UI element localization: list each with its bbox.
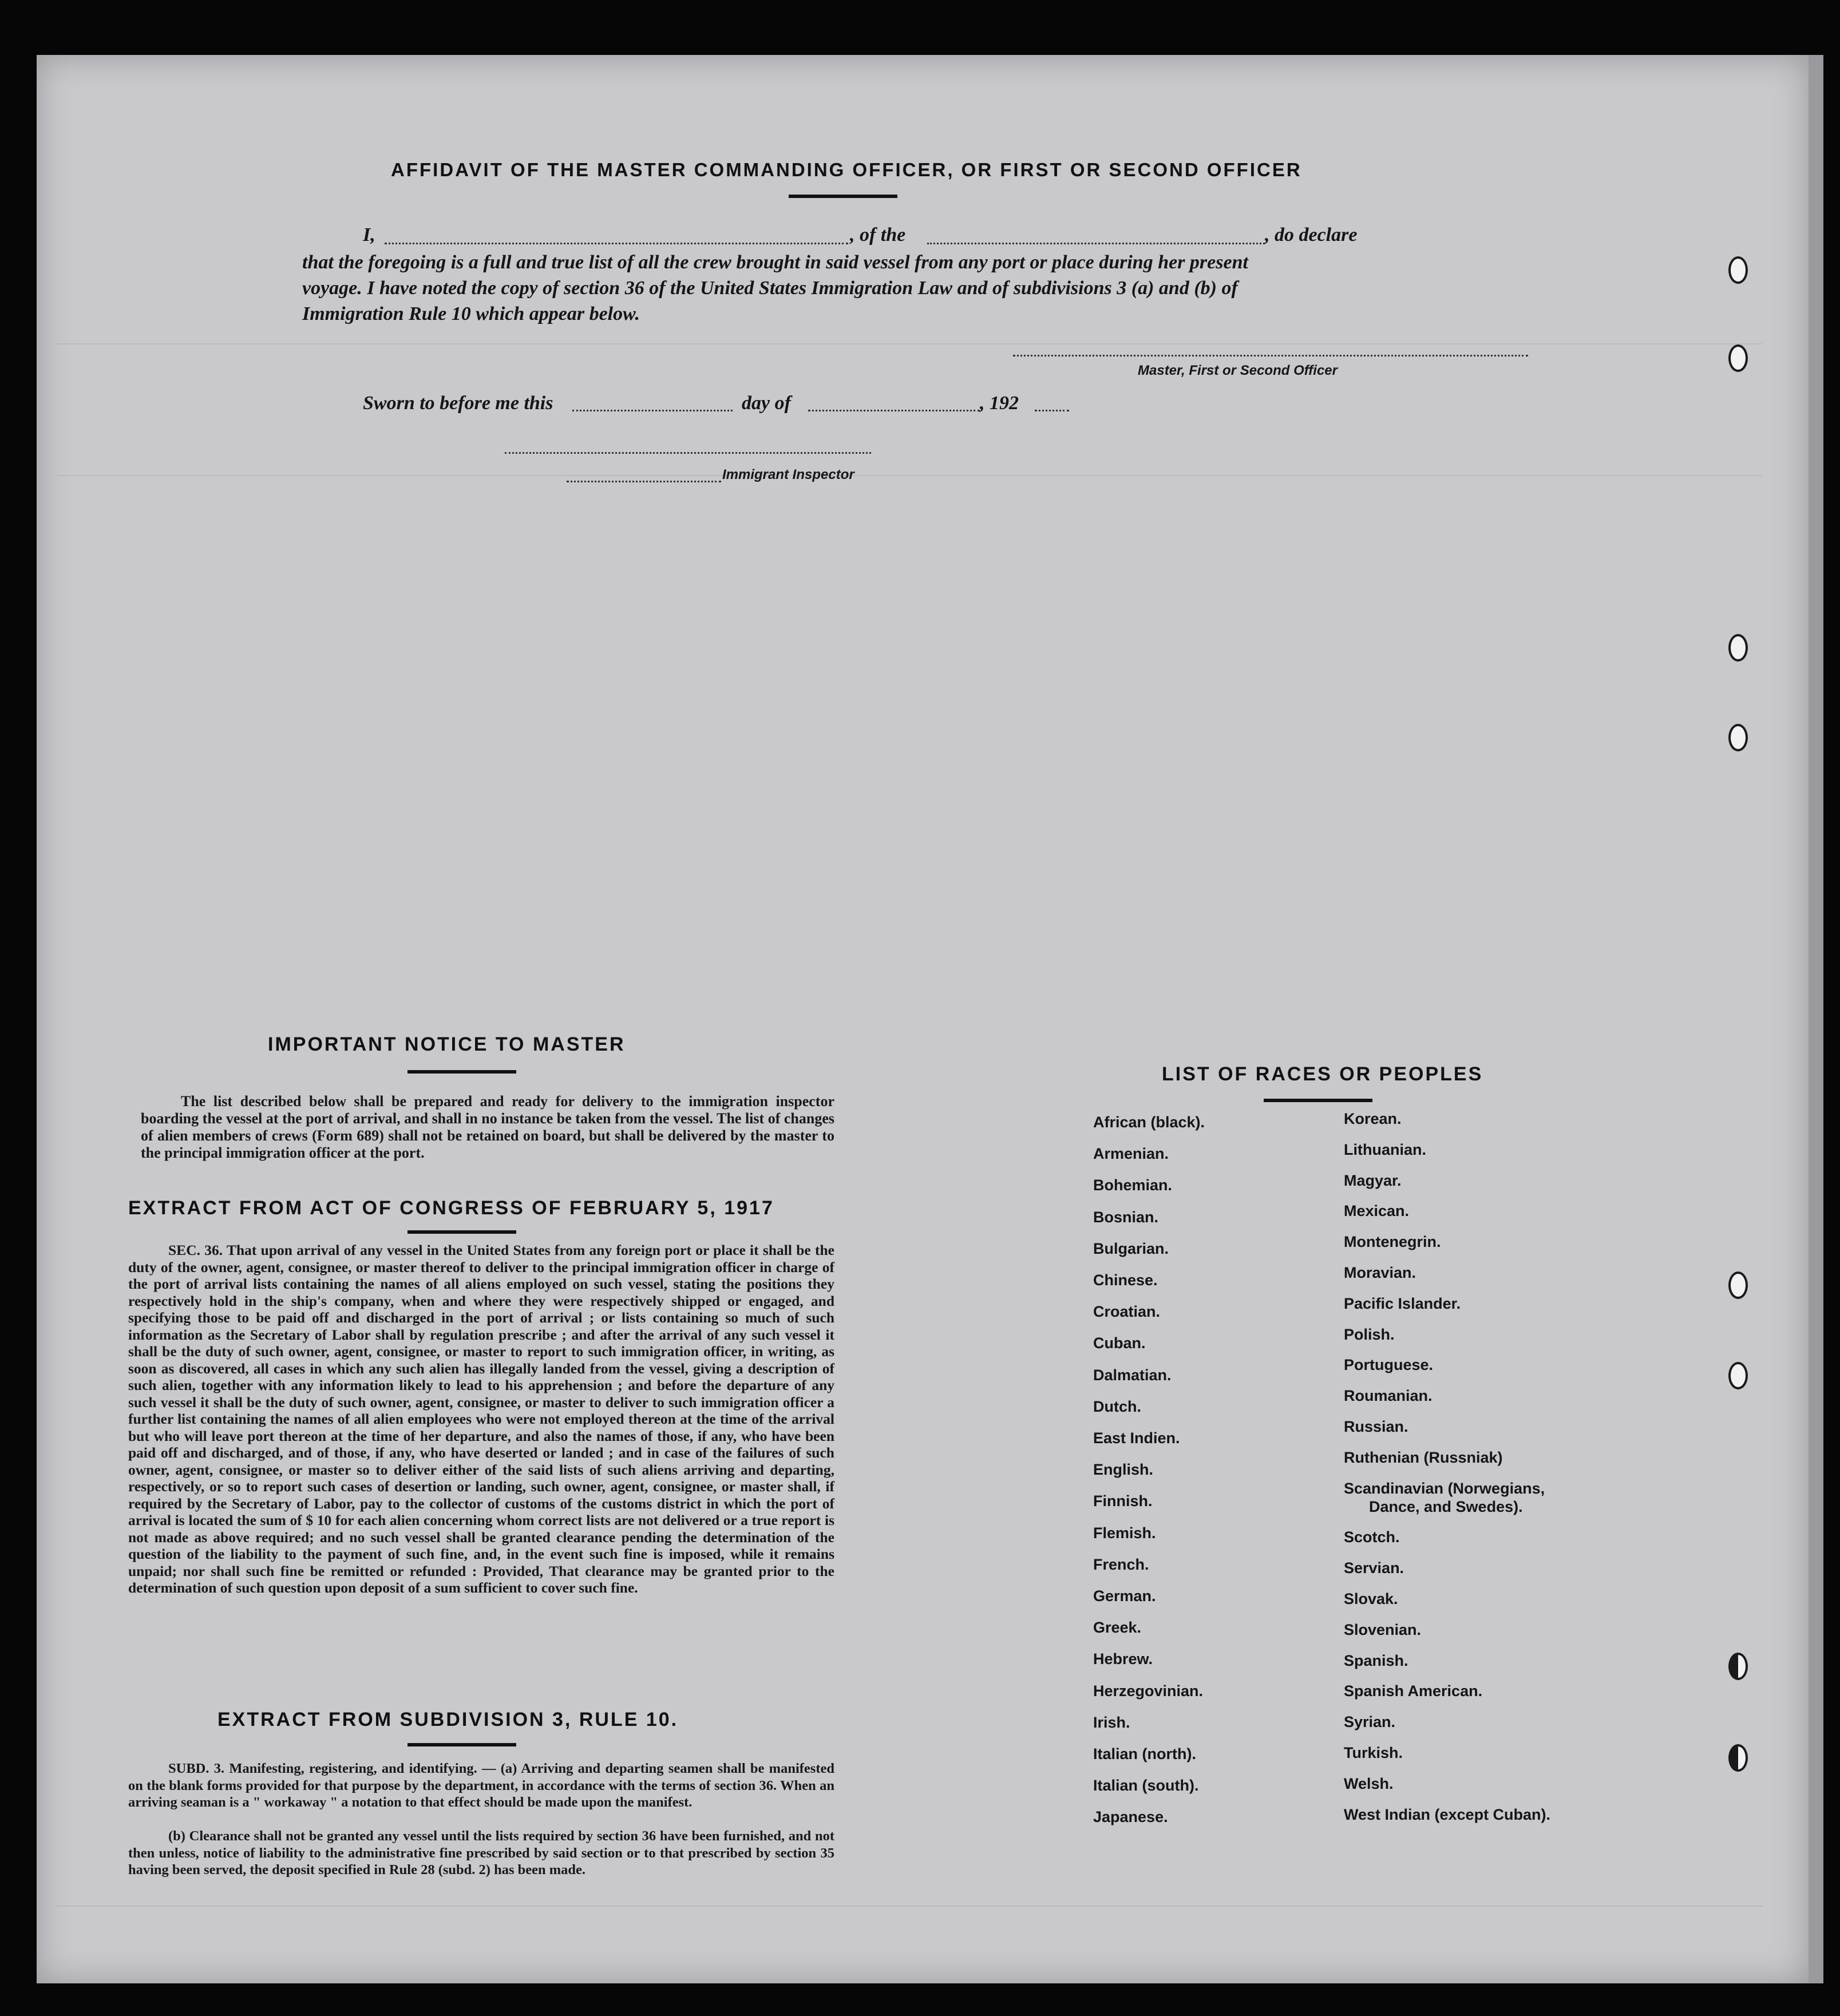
- race-item: Japanese.: [1093, 1808, 1168, 1826]
- race-item: Greek.: [1093, 1619, 1142, 1637]
- year-prefix: , 192: [980, 393, 1019, 414]
- affidavit-declare: , do declare: [1265, 224, 1358, 245]
- race-item: Slovenian.: [1344, 1621, 1422, 1638]
- race-item: Herzegovinian.: [1093, 1682, 1204, 1700]
- race-item: Chinese.: [1093, 1272, 1158, 1289]
- races-title-rule: [1264, 1099, 1372, 1102]
- rule-para-b: (b) Clearance shall not be granted any vessel until the lists required by section 36 have been furnished, and not then unless, notice of liability to the administrative fine prescribed by said section or to that prescribed by section 35 having been served, the deposit specified in Rule 28 (subd. 2) has been made.: [128, 1828, 834, 1878]
- affidavit-title-rule: [789, 195, 897, 198]
- sworn-day-blank: [572, 410, 733, 411]
- race-item: Armenian.: [1093, 1145, 1169, 1163]
- race-item: Servian.: [1344, 1559, 1404, 1577]
- race-item: Croatian.: [1093, 1303, 1161, 1321]
- race-item: Syrian.: [1344, 1713, 1396, 1731]
- punch-hole: [1728, 1272, 1748, 1299]
- race-item: West Indian (except Cuban).: [1344, 1805, 1551, 1823]
- race-item: Irish.: [1093, 1713, 1130, 1731]
- master-signature-blank: [1013, 355, 1528, 357]
- race-item: Spanish American.: [1344, 1682, 1483, 1700]
- bleed-through-rule: [57, 343, 1763, 344]
- punch-hole: [1728, 1362, 1748, 1389]
- punch-hole: [1728, 344, 1748, 372]
- race-item: Bosnian.: [1093, 1208, 1159, 1226]
- race-item: Bohemian.: [1093, 1177, 1173, 1194]
- race-item: Slovak.: [1344, 1590, 1398, 1607]
- affidavit-i: I,: [363, 224, 375, 245]
- race-item: Korean.: [1344, 1110, 1402, 1127]
- punch-hole: [1728, 724, 1748, 751]
- race-item: Cuban.: [1093, 1334, 1146, 1352]
- affidavit-of-the: , of the: [850, 224, 906, 245]
- rule-para-a: SUBD. 3. Manifesting, registering, and identifying. — (a) Arriving and departing seamen shall be manifested on the blank forms provided for that purpose by the department, in accordance with the terms of section 36. When an arriving seaman is a " workaway " a notation to that effect should be made upon the manifest.: [128, 1761, 834, 1810]
- race-item: Polish.: [1344, 1325, 1395, 1343]
- race-item: Turkish.: [1344, 1744, 1403, 1761]
- rule-title: EXTRACT FROM SUBDIVISION 3, RULE 10.: [217, 1709, 679, 1730]
- notice-title: IMPORTANT NOTICE TO MASTER: [268, 1033, 626, 1055]
- rule-title-rule: [407, 1743, 516, 1746]
- act-text: SEC. 36. That upon arrival of any vessel in the United States from any foreign port or place it shall be the duty of the owner, agent, consignee, or master thereof to deliver to the principal immigration officer in charge of the port of arrival lists containing the names of all aliens employed on such vessel, stating the positions they respectively hold in the ship's company, when and where they were respectively shipped or engaged, and specifying those to be paid off and discharged in the port of arrival ; or lists containing so much of such information as the Secretary of Labor shall by regulation prescribe ; and after the arrival of any such vessel it shall be the duty of such owner, agent, consignee, or master to report to such immigration officer, in writing, as soon as discovered, all cases in which any such alien has illegally landed from the vessel, giving a description of such alien, together with any information likely to lead to his apprehension ; and before the departure of any such vessel it shall be the duty of such owner, agent, consignee, or master to deliver to such immigration officer a further list containing the names of all alien employees who were not employed thereon at the time of the arrival but who will leave port thereon at the time of her departure, and also the names of those, if any, who have been paid off and discharged, and of those, if any, who have deserted or landed ; and in case of the failures of such owner, agent, consignee, or master so to deliver either of the said lists of such aliens arriving and departing, respectively, or so to report such cases of desertion or landing, such owner, agent, consignee, or master shall, if required by the Secretary of Labor, pay to the collector of customs of the customs district in which the port of arrival is located the sum of $ 10 for each alien concerning whom correct lists are not delivered or a true report is not made as above required; and no such vessel shall be granted clearance pending the determination of the question of the liability to the payment of such fine, and, in the event such fine is imposed, while it remains unpaid; nor shall such fine be remitted or refunded : Provided, That clearance may be granted prior to the determination of such question upon deposit of a sum sufficient to cover such fine.: [128, 1242, 834, 1596]
- bleed-through-rule: [57, 1906, 1763, 1907]
- race-item: Dance, and Swedes).: [1369, 1498, 1523, 1515]
- race-item: Flemish.: [1093, 1524, 1156, 1542]
- race-item: Lithuanian.: [1344, 1140, 1426, 1158]
- race-item: Scandinavian (Norwegians,: [1344, 1479, 1545, 1497]
- affidavit-line-3: voyage. I have noted the copy of section 36 of the United States Immigration Law and of subdivisions 3 (a) and (b) of: [302, 278, 1238, 299]
- race-item: Mexican.: [1344, 1202, 1410, 1220]
- race-item: Ruthenian (Russniak): [1344, 1448, 1503, 1466]
- bleed-through-rule: [57, 475, 1763, 476]
- year-blank: [1035, 410, 1069, 411]
- inspector-signature-blank: [567, 481, 721, 482]
- races-title: LIST OF RACES OR PEOPLES: [1162, 1063, 1483, 1085]
- sheet-edge: [1809, 55, 1823, 1983]
- act-title-rule: [407, 1230, 516, 1234]
- punch-hole: [1728, 1744, 1748, 1772]
- race-item: Pacific Islander.: [1344, 1294, 1461, 1312]
- race-item: Bulgarian.: [1093, 1239, 1169, 1257]
- race-item: Roumanian.: [1344, 1387, 1433, 1405]
- inspector-signature-upper-blank: [505, 452, 871, 454]
- vessel-name-blank: [927, 243, 1265, 244]
- race-item: Magyar.: [1344, 1171, 1402, 1189]
- race-item: Spanish.: [1344, 1651, 1408, 1669]
- race-item: Russian.: [1344, 1418, 1408, 1435]
- punch-hole: [1728, 634, 1748, 662]
- inspector-caption: Immigrant Inspector: [722, 467, 854, 482]
- race-item: English.: [1093, 1461, 1154, 1479]
- race-item: Italian (south).: [1093, 1777, 1199, 1795]
- race-item: German.: [1093, 1587, 1156, 1605]
- affidavit-line-4: Immigration Rule 10 which appear below.: [302, 303, 640, 324]
- punch-hole: [1728, 256, 1748, 284]
- sworn-month-blank: [808, 410, 980, 411]
- race-item: French.: [1093, 1555, 1149, 1573]
- master-name-blank: [385, 243, 848, 244]
- affidavit-title: AFFIDAVIT OF THE MASTER COMMANDING OFFICER, OR FIRST OR SECOND OFFICER: [391, 159, 1302, 180]
- race-item: Scotch.: [1344, 1528, 1400, 1546]
- notice-title-rule: [407, 1070, 516, 1074]
- act-title: EXTRACT FROM ACT OF CONGRESS OF FEBRUARY 5, 1917: [128, 1197, 774, 1219]
- race-item: Dutch.: [1093, 1397, 1141, 1415]
- race-item: Finnish.: [1093, 1492, 1153, 1510]
- master-caption: Master, First or Second Officer: [1138, 363, 1338, 378]
- day-of-text: day of: [742, 393, 791, 414]
- race-item: Welsh.: [1344, 1775, 1394, 1792]
- sworn-text: Sworn to before me this: [363, 393, 553, 414]
- punch-hole: [1728, 1653, 1748, 1680]
- race-item: Dalmatian.: [1093, 1366, 1172, 1384]
- notice-text: The list described below shall be prepared and ready for delivery to the immigration inspector boarding the vessel at the port of arrival, and shall in no instance be taken from the vessel. The list of changes of alien members of crews (Form 689) shall not be retained on board, but shall be delivered by the master to the principal immigration officer at the port.: [141, 1093, 834, 1161]
- race-item: Italian (north).: [1093, 1745, 1196, 1762]
- race-item: East Indien.: [1093, 1429, 1180, 1447]
- race-item: Hebrew.: [1093, 1650, 1153, 1668]
- race-item: Moravian.: [1344, 1264, 1416, 1281]
- race-item: Montenegrin.: [1344, 1233, 1441, 1251]
- race-item: Portuguese.: [1344, 1356, 1434, 1374]
- race-item: African (black).: [1093, 1114, 1205, 1131]
- affidavit-line-2: that the foregoing is a full and true list of all the crew brought in said vessel from any port or place during her present: [302, 252, 1248, 273]
